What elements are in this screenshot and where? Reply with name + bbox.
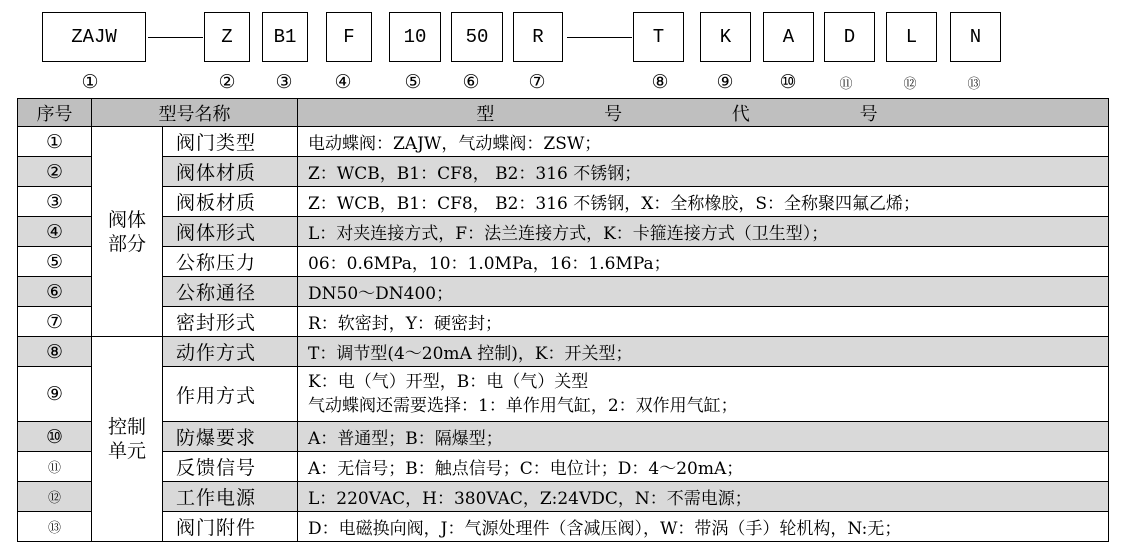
code-number: ④ [334,71,352,93]
row-name: 阀门类型 [163,127,298,157]
code-box-function-mode: K [700,12,751,62]
table-row [18,277,1109,307]
row-value: L：对夹连接方式，F：法兰连接方式，K：卡箍连接方式（卫生型）； [298,217,1109,247]
row-value [298,367,1109,422]
table-row [18,452,1109,482]
row-value: 06：0.6MPa，10：1.0MPa，16：1.6MPa； [298,247,1109,277]
row-seq: ⑥ [18,277,92,307]
row-name: 阀体材质 [163,157,298,187]
row-seq: ⑧ [18,337,92,367]
row-seq: ② [18,157,92,187]
row-value-line: K：电（气）开型，B：电（气）关型 [308,372,589,392]
row-name: 防爆要求 [163,422,298,452]
code-box-power: L [886,12,937,62]
code-box-diameter: 50 [451,12,503,62]
row-seq: ⑨ [18,367,92,422]
code-box-explosion-proof: A [763,12,814,62]
row-seq: ⑦ [18,307,92,337]
row-name: 动作方式 [163,337,298,367]
code-number: ③ [275,71,293,93]
code-box-seal: R [513,12,563,62]
table-row [18,422,1109,452]
row-seq: ④ [18,217,92,247]
row-value: T：调节型(4～20mA 控制)，K：开关型； [298,337,1109,367]
table-row [18,157,1109,187]
table-header-row [18,99,1109,127]
row-name: 密封形式 [163,307,298,337]
row-name: 作用方式 [163,367,298,422]
row-seq: ⑩ [18,422,92,452]
code-box-valve-type: ZAJW [42,12,146,62]
code-number: ① [81,71,99,93]
code-box-pressure: 10 [389,12,441,62]
code-separator [148,37,203,38]
row-seq: ⑬ [18,512,92,542]
row-seq: ⑪ [18,452,92,482]
code-box-accessory: N [950,12,1001,62]
code-box-body-material: Z [204,12,250,62]
row-value: A：无信号；B：触点信号；C：电位计；D：4～20mA； [298,452,1109,482]
code-number: ⑨ [716,71,734,93]
table-row [18,217,1109,247]
row-name: 公称通径 [163,277,298,307]
row-seq: ⑫ [18,482,92,512]
row-name: 阀体形式 [163,217,298,247]
code-number: ② [218,71,236,93]
table-row [18,247,1109,277]
code-box-feedback: D [824,12,875,62]
header-seq: 序号 [18,99,92,127]
code-number: ⑫ [903,76,917,92]
group-control-unit: 控制 单元 [92,337,163,542]
row-seq: ⑤ [18,247,92,277]
row-value-line: 气动蝶阀还需要选择：1：单作用气缸，2：双作用气缸； [308,396,738,416]
row-name: 阀门附件 [163,512,298,542]
row-value: 电动蝶阀：ZAJW，气动蝶阀：ZSW； [298,127,1109,157]
code-separator [567,37,632,38]
row-name: 阀板材质 [163,187,298,217]
code-number: ⑦ [528,71,546,93]
row-value: Z：WCB，B1：CF8， B2：316 不锈钢； [298,157,1109,187]
row-name: 反馈信号 [163,452,298,482]
row-value: D：电磁换向阀，J：气源处理件（含减压阀），W：带涡（手）轮机构，N:无； [298,512,1109,542]
group-valve-body: 阀体 部分 [92,127,163,337]
row-value: A：普通型；B：隔爆型； [298,422,1109,452]
code-box-action-mode: T [633,12,684,62]
table-row [18,307,1109,337]
row-value: R：软密封，Y：硬密封； [298,307,1109,337]
row-value: L：220VAC，H：380VAC，Z:24VDC，N：不需电源； [298,482,1109,512]
table-row [18,127,1109,157]
table-row [18,337,1109,367]
row-seq: ③ [18,187,92,217]
code-box-disc-material: B1 [262,12,308,62]
row-value: Z：WCB，B1：CF8， B2：316 不锈钢，X：全称橡胶，S：全称聚四氟乙烯； [298,187,1109,217]
row-name: 工作电源 [163,482,298,512]
row-value: DN50～DN400； [298,277,1109,307]
header-name: 型号名称 [92,99,298,127]
table-row [18,512,1109,542]
code-number: ⑬ [967,76,981,92]
model-code-table [17,98,1109,542]
row-name: 公称压力 [163,247,298,277]
code-number: ⑪ [839,76,853,92]
row-seq: ① [18,127,92,157]
code-number: ⑩ [779,71,797,93]
table-row [18,187,1109,217]
code-number: ⑤ [404,71,422,93]
header-code: 型 号 代 号 [298,99,1109,127]
code-number: ⑥ [462,71,480,93]
code-box-body-form: F [326,12,372,62]
table-row [18,482,1109,512]
code-number: ⑧ [651,71,669,93]
table-row [18,367,1109,422]
